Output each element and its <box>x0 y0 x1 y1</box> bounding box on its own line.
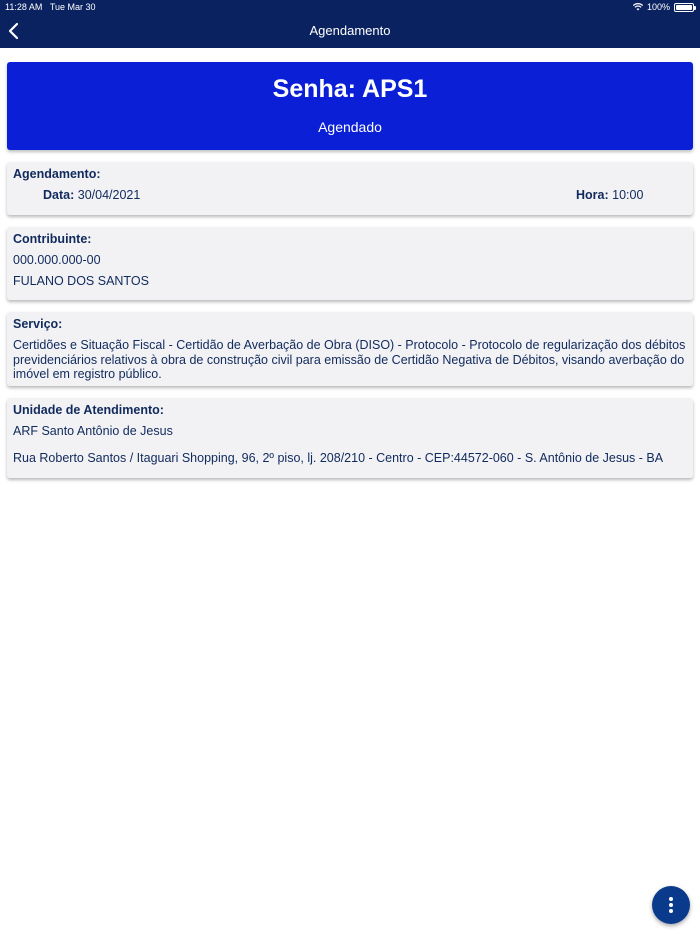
wifi-icon <box>633 3 643 11</box>
more-options-button[interactable] <box>652 886 690 924</box>
status-time-text: 11:28 AM <box>5 2 43 12</box>
unidade-name: ARF Santo Antônio de Jesus <box>13 424 173 438</box>
battery-icon <box>674 3 694 12</box>
servico-card <box>7 312 693 386</box>
servico-label: Serviço: <box>13 317 63 331</box>
ticket-status: Agendado <box>318 119 382 135</box>
unidade-card <box>7 398 693 478</box>
date-label: Data: <box>43 188 75 202</box>
agendamento-label: Agendamento: <box>13 167 101 181</box>
agendamento-card <box>7 162 693 215</box>
ticket-title: Senha: APS1 <box>272 75 428 103</box>
nav-title: Agendamento <box>309 23 391 38</box>
contribuinte-name: FULANO DOS SANTOS <box>13 274 149 288</box>
more-vertical-icon <box>669 897 673 913</box>
top-bar <box>0 0 700 48</box>
date-value: 30/04/2021 <box>77 188 141 202</box>
contribuinte-card <box>7 227 693 300</box>
ticket-header-card <box>7 62 693 150</box>
contribuinte-document: 000.000.000-00 <box>13 253 101 267</box>
contribuinte-label: Contribuinte: <box>13 232 92 246</box>
time-value: 10:00 <box>612 188 644 202</box>
status-time <box>5 2 96 12</box>
status-date: Tue Mar 30 <box>49 2 96 12</box>
status-indicators <box>633 2 694 12</box>
battery-percent: 100% <box>646 2 670 12</box>
agendamento-date <box>43 188 140 202</box>
servico-description: Certidões e Situação Fiscal - Certidão de Averbação de Obra (DISO) - Protocolo - Protocolo de regularização dos débitos previdenciários relativos à obra de construção civil para emissão de Certidão Negativa de Débitos, visando averbação do imóvel em registro público. <box>13 338 686 381</box>
time-label: Hora: <box>576 188 609 202</box>
agendamento-time <box>576 188 643 202</box>
unidade-address: Rua Roberto Santos / Itaguari Shopping, 96, 2º piso, lj. 208/210 - Centro - CEP:44572-060 - S. Antônio de Jesus - BA <box>13 451 664 465</box>
unidade-label: Unidade de Atendimento: <box>13 403 164 417</box>
